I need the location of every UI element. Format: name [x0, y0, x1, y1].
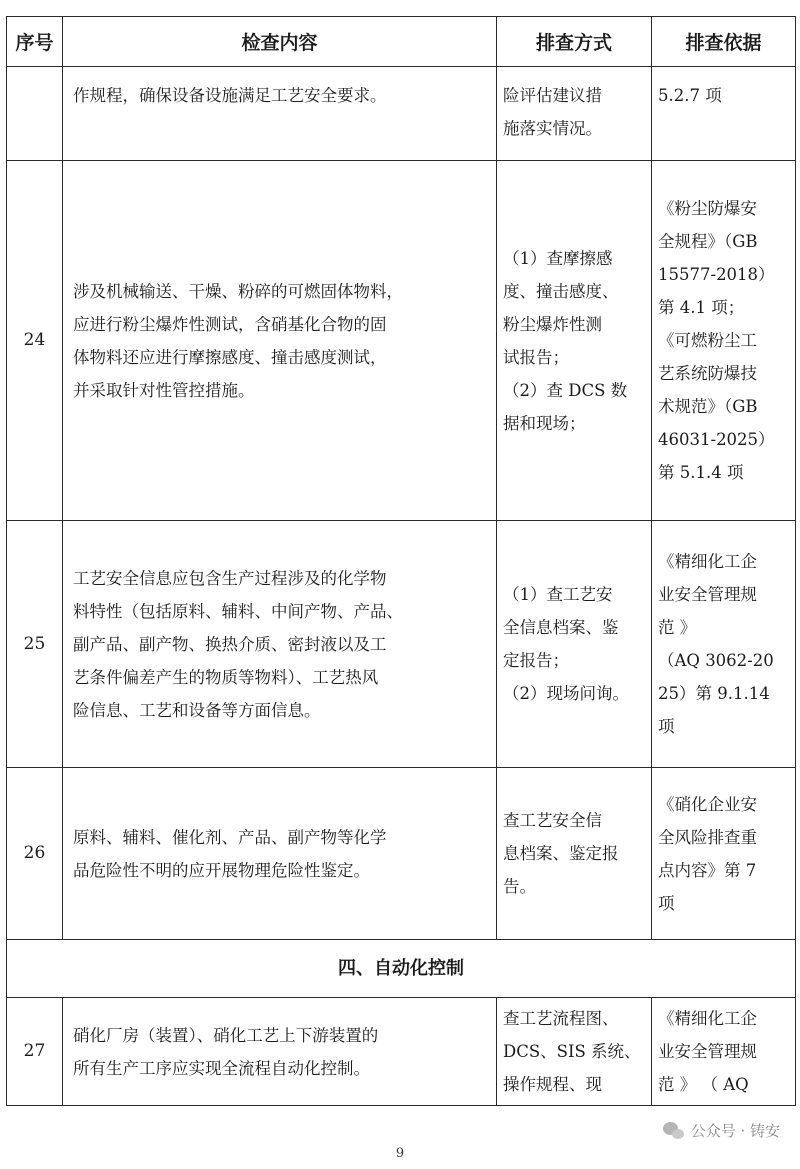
- header-content: 检查内容: [63, 17, 497, 67]
- row-number: 27: [7, 998, 63, 1106]
- basis-line: 范 》 （ AQ: [658, 1075, 749, 1094]
- basis-line: 全风险排查重: [658, 827, 757, 847]
- content-line: 体物料还应进行摩擦感度、撞击感度测试，: [73, 347, 387, 367]
- method-line: 试报告；: [503, 347, 569, 367]
- row-basis: [652, 998, 796, 1106]
- row-content: [63, 998, 497, 1106]
- method-line: （1）查工艺安: [503, 585, 613, 604]
- row-number: [7, 67, 63, 161]
- row-method: [497, 67, 652, 161]
- row-method: [497, 998, 652, 1106]
- method-line: 全信息档案、鉴: [503, 618, 619, 637]
- method-line: 操作规程、现: [503, 1075, 602, 1094]
- method-line: 度、撞击感度、: [503, 281, 619, 301]
- table-row: [7, 998, 796, 1106]
- method-line: 息档案、鉴定报: [503, 844, 619, 863]
- basis-line: 25）第 9.1.14: [658, 684, 770, 703]
- content-line: 涉及机械输送、干燥、粉碎的可燃固体物料，: [73, 281, 403, 301]
- row-content: [63, 161, 497, 521]
- page-number: 9: [395, 1146, 405, 1161]
- content-line: 应进行粉尘爆炸性测试，含硝基化合物的固: [73, 314, 387, 334]
- content-line: 并采取针对性管控措施。: [73, 380, 255, 400]
- method-line: 据和现场；: [503, 413, 586, 433]
- method-line: 查工艺安全信: [503, 811, 602, 830]
- basis-line: 《精细化工企: [658, 552, 757, 571]
- basis-line: 项: [658, 717, 675, 736]
- content-line: 硝化厂房（装置）、硝化工艺上下游装置的: [73, 1025, 379, 1045]
- watermark-text: 公众号 · 铸安: [690, 1122, 780, 1140]
- basis-line: 《粉尘防爆安: [658, 199, 757, 218]
- basis-line: 5.2.7 项: [658, 86, 722, 105]
- row-method: [497, 161, 652, 521]
- basis-line: 第 5.1.4 项: [658, 463, 744, 482]
- basis-line: 业安全管理规: [658, 585, 757, 604]
- table-row: [7, 768, 796, 940]
- header-method: 排查方式: [497, 17, 652, 67]
- row-content: [63, 521, 497, 768]
- table-row: [7, 161, 796, 521]
- content-line: 工艺安全信息应包含生产过程涉及的化学物: [73, 568, 387, 588]
- method-line: 告。: [503, 877, 536, 896]
- row-number: 25: [7, 521, 63, 768]
- table-header-row: [7, 17, 796, 67]
- row-basis: [652, 67, 796, 161]
- method-line: （2）查 DCS 数: [503, 380, 628, 400]
- content-line: 作规程，确保设备设施满足工艺安全要求。: [73, 86, 387, 105]
- row-content: [63, 768, 497, 940]
- row-method: [497, 768, 652, 940]
- content-line: 险信息、工艺和设备等方面信息。: [73, 700, 321, 720]
- table-row: [7, 521, 796, 768]
- basis-line: 《精细化工企: [658, 1009, 757, 1028]
- basis-line: 业安全管理规: [658, 1042, 757, 1061]
- header-basis: 排查依据: [652, 17, 796, 67]
- basis-line: 范 》: [658, 618, 697, 637]
- table-row: [7, 67, 796, 161]
- row-basis: [652, 161, 796, 521]
- row-content: [63, 67, 497, 161]
- content-line: 料特性（包括原料、辅料、中间产物、产品、: [73, 601, 403, 621]
- section-title: 四、自动化控制: [7, 940, 796, 998]
- basis-line: 术规范》（GB: [658, 397, 758, 416]
- basis-line: 项: [658, 893, 675, 913]
- method-line: 查工艺流程图、: [503, 1009, 619, 1028]
- method-line: 粉尘爆炸性测: [503, 314, 602, 334]
- method-line: （2）现场问询。: [503, 684, 629, 703]
- content-line: 副产品、副产物、换热介质、密封液以及工: [73, 634, 387, 654]
- content-line: 品危险性不明的应开展物理危险性鉴定。: [73, 860, 370, 880]
- content-line: 艺条件偏差产生的物质等物料）、工艺热风: [73, 667, 379, 687]
- method-line: 施落实情况。: [503, 119, 602, 138]
- content-line: 原料、辅料、催化剂、产品、副产物等化学: [73, 827, 387, 847]
- basis-line: 第 4.1 项；: [658, 298, 745, 317]
- basis-line: 《可燃粉尘工: [658, 331, 757, 350]
- method-line: 险评估建议措: [503, 86, 602, 105]
- method-line: （1）查摩擦感: [503, 248, 613, 268]
- watermark: [663, 1120, 780, 1141]
- row-basis: [652, 768, 796, 940]
- basis-line: 15577-2018）: [658, 265, 775, 284]
- basis-line: 全规程》（GB: [658, 232, 758, 251]
- content-line: 所有生产工序应实现全流程自动化控制。: [73, 1058, 370, 1078]
- header-no: 序号: [7, 17, 63, 67]
- row-number: 26: [7, 768, 63, 940]
- method-line: 定报告；: [503, 651, 569, 670]
- basis-line: 艺系统防爆技: [658, 364, 757, 383]
- inspection-table: [6, 16, 796, 1106]
- basis-line: 46031-2025）: [658, 430, 775, 449]
- basis-line: 《硝化企业安: [658, 794, 757, 814]
- row-method: [497, 521, 652, 768]
- basis-line: 点内容》第 7: [658, 860, 757, 880]
- section-row: [7, 940, 796, 998]
- basis-line: （AQ 3062-20: [658, 651, 774, 670]
- row-number: 24: [7, 161, 63, 521]
- chat-bubble-icon: [663, 1122, 685, 1140]
- method-line: DCS、SIS 系统、: [503, 1042, 641, 1061]
- row-basis: [652, 521, 796, 768]
